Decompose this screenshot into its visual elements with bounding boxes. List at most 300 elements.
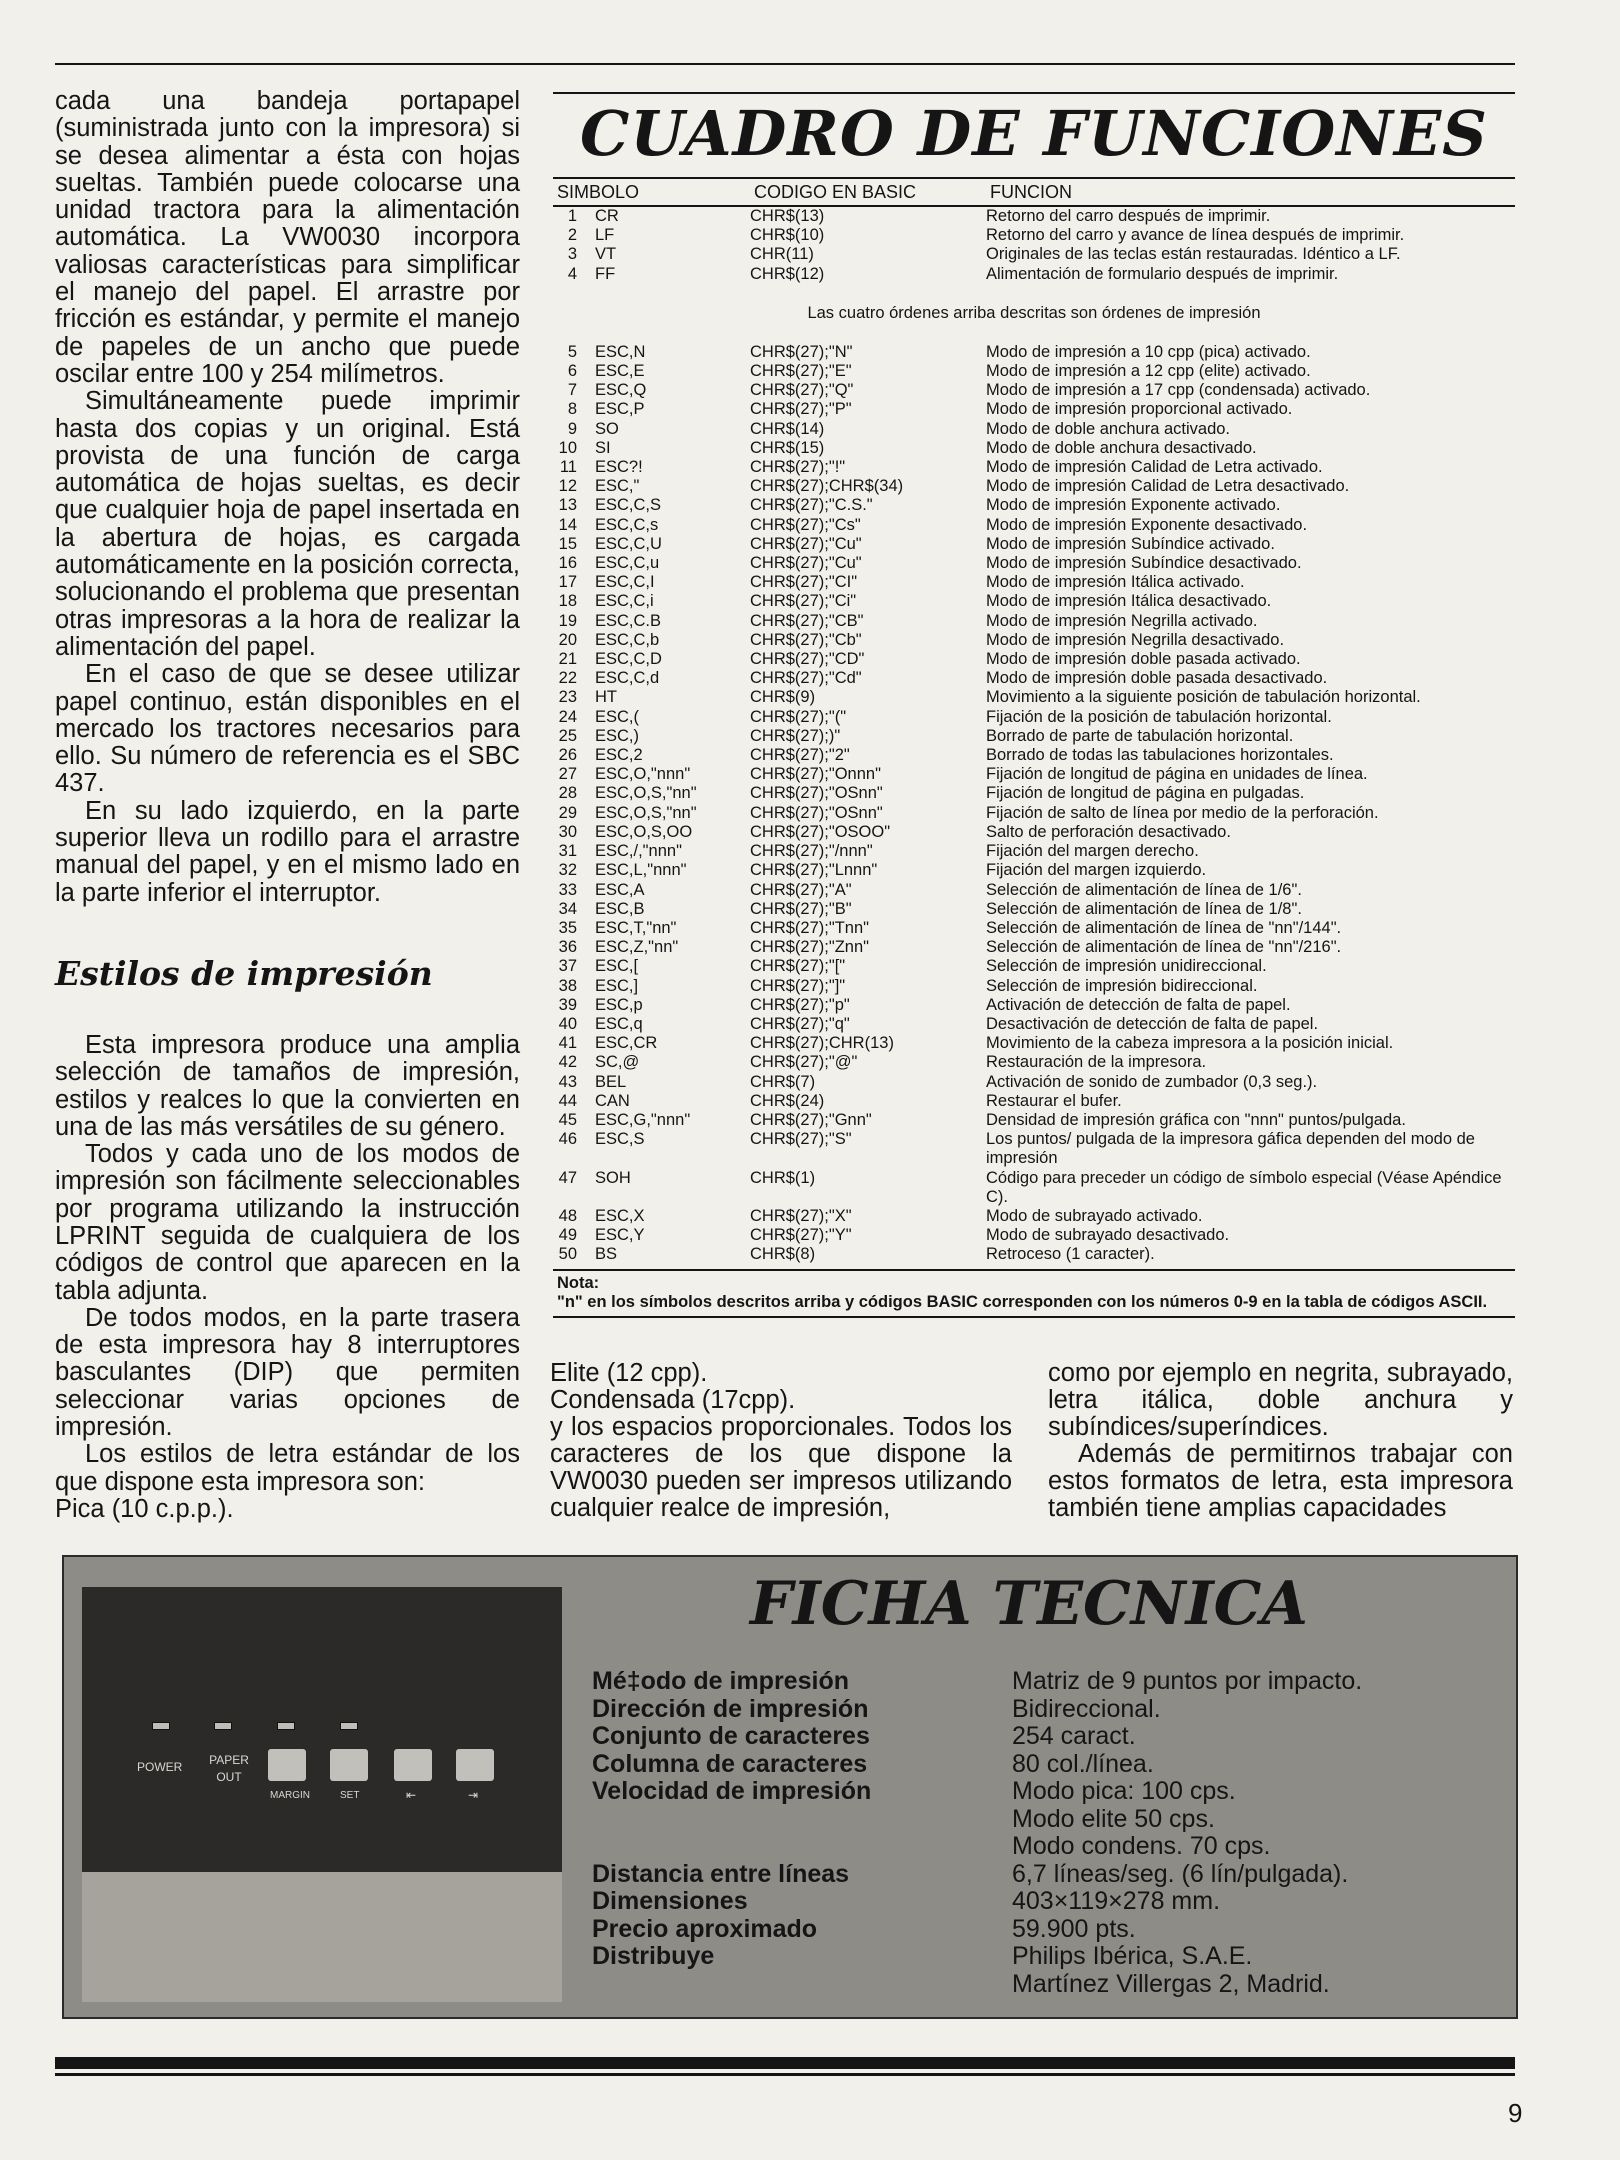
spec-value: Philips Ibérica, S.A.E. <box>1012 1942 1253 1970</box>
row-symbol: ESC,] <box>595 976 639 995</box>
row-basic-code: CHR$(27);"B" <box>750 899 852 918</box>
row-number: 10 <box>558 438 577 457</box>
row-basic-code: CHR$(27);"!" <box>750 458 846 477</box>
row-number: 31 <box>558 842 577 861</box>
row-number: 20 <box>558 630 577 649</box>
row-function: Borrado de todas las tabulaciones horizontales. <box>986 746 1334 765</box>
table-row <box>553 1034 1515 1053</box>
row-basic-code: CHR$(27);"Y" <box>750 1226 852 1245</box>
row-symbol: ESC,[ <box>595 957 639 976</box>
row-symbol: BEL <box>595 1072 627 1091</box>
row-symbol: ESC?! <box>595 458 643 477</box>
table-row <box>553 919 1515 938</box>
row-number: 48 <box>558 1206 577 1225</box>
arrow-left-icon: ⇤ <box>406 1788 417 1802</box>
row-symbol: ESC,O,S,OO <box>595 822 693 841</box>
row-symbol: ESC,q <box>595 1014 643 1033</box>
article-paragraph: Esta impresora produce una amplia selección de tamaños de impresión, estilos y realces lo que la convierten en una de las más versátiles de su género. <box>55 1030 520 1141</box>
article-line: Condensada (17cpp). <box>550 1386 796 1414</box>
row-function: Selección de alimentación de línea de 1/8". <box>986 899 1302 918</box>
spec-row <box>592 1916 1492 1944</box>
row-number: 47 <box>558 1168 577 1187</box>
row-function: Modo de impresión Calidad de Letra activado. <box>986 458 1323 477</box>
row-function: Densidad de impresión gráfica con "nnn" puntos/pulgada. <box>986 1110 1406 1129</box>
bottom-rule-thin <box>55 2073 1515 2076</box>
row-symbol: CAN <box>595 1091 630 1110</box>
article-paragraph: Pica (10 c.p.p.). <box>55 1494 234 1523</box>
panel-button <box>330 1749 368 1781</box>
row-function: Activación de detección de falta de papel. <box>986 995 1291 1014</box>
table-row <box>553 420 1515 439</box>
row-function: Alimentación de formulario después de imprimir. <box>986 264 1339 283</box>
row-basic-code: CHR$(27);"C.S." <box>750 496 873 515</box>
row-basic-code: CHR$(27);"2" <box>750 746 850 765</box>
spec-row <box>592 1751 1492 1779</box>
row-function: Modo de doble anchura activado. <box>986 419 1231 438</box>
row-function: Código para preceder un código de símbolo especial (Véase Apéndice C). <box>986 1168 1502 1206</box>
row-symbol: ESC,L,"nnn" <box>595 861 687 880</box>
function-table-box <box>553 92 1515 1318</box>
row-symbol: SO <box>595 419 619 438</box>
row-number: 22 <box>558 669 577 688</box>
table-row <box>553 977 1515 996</box>
power-label: POWER <box>137 1760 183 1774</box>
table-row <box>553 245 1515 264</box>
tech-spec-box <box>62 1555 1518 2019</box>
row-basic-code: CHR$(10) <box>750 226 825 245</box>
row-number: 21 <box>558 650 577 669</box>
row-symbol: ESC,C,i <box>595 592 654 611</box>
page-number: 9 <box>1508 2098 1523 2128</box>
row-symbol: ESC,Y <box>595 1226 645 1245</box>
row-symbol: SI <box>595 438 611 457</box>
printer-control-panel-photo <box>82 1587 562 2002</box>
row-basic-code: CHR$(27);"Ci" <box>750 592 857 611</box>
header-simbolo: SIMBOLO <box>557 182 640 202</box>
row-symbol: CR <box>595 207 619 225</box>
row-number: 29 <box>558 803 577 822</box>
row-basic-code: CHR$(27);"Cb" <box>750 630 862 649</box>
row-basic-code: CHR$(27);"OSnn" <box>750 803 883 822</box>
row-basic-code: CHR$(27);"CB" <box>750 611 864 630</box>
table-row <box>553 650 1515 669</box>
row-number: 42 <box>558 1053 577 1072</box>
row-symbol: ESC,C,I <box>595 573 655 592</box>
row-number: 50 <box>558 1245 577 1264</box>
row-function: Modo de subrayado desactivado. <box>986 1226 1230 1245</box>
table-middle-note: Las cuatro órdenes arriba descritas son órdenes de impresión <box>807 303 1261 322</box>
table-row <box>553 708 1515 727</box>
row-symbol: ESC,2 <box>595 746 643 765</box>
spec-label: Mé‡odo de impresión <box>592 1667 849 1695</box>
row-number: 43 <box>558 1072 577 1091</box>
row-basic-code: CHR$(27);"S" <box>750 1130 852 1149</box>
row-number: 37 <box>558 957 577 976</box>
section-heading: Estilos de impresión <box>55 953 433 993</box>
table-row <box>553 727 1515 746</box>
row-function: Modo de impresión Itálica desactivado. <box>986 592 1272 611</box>
row-basic-code: CHR$(27);"Cs" <box>750 515 861 534</box>
row-symbol: ESC,C,S <box>595 496 662 515</box>
right-article-column <box>1048 1360 1513 1522</box>
row-function: Fijación del margen izquierdo. <box>986 861 1207 880</box>
row-function: Fijación de longitud de página en unidades de línea. <box>986 765 1368 784</box>
row-basic-code: CHR$(27);"/nnn" <box>750 842 873 861</box>
table-row <box>553 1245 1515 1264</box>
row-number: 12 <box>558 477 577 496</box>
row-basic-code: CHR$(27);"Cu" <box>750 554 862 573</box>
row-number: 3 <box>567 245 577 264</box>
row-function: Modo de subrayado activado. <box>986 1206 1203 1225</box>
spec-value: Martínez Villergas 2, Madrid. <box>1012 1969 1330 1998</box>
row-number: 35 <box>558 918 577 937</box>
row-function: Modo de impresión doble pasada desactivado. <box>986 669 1328 688</box>
table-row <box>553 207 1515 226</box>
row-basic-code: CHR$(27);"CI" <box>750 573 858 592</box>
row-basic-code: CHR$(27);"Cd" <box>750 669 862 688</box>
table-row <box>553 1092 1515 1111</box>
spec-label: Distancia entre líneas <box>592 1859 850 1888</box>
footnote-label: Nota: <box>557 1273 600 1292</box>
table-row <box>553 861 1515 880</box>
row-number: 45 <box>558 1110 577 1129</box>
top-rule <box>55 63 1515 65</box>
spec-label: Precio aproximado <box>592 1914 818 1943</box>
table-row <box>553 842 1515 861</box>
row-function: Borrado de parte de tabulación horizontal. <box>986 726 1294 745</box>
spec-label <box>592 1971 1012 1999</box>
table-row <box>553 573 1515 592</box>
table-row <box>553 746 1515 765</box>
row-number: 30 <box>558 822 577 841</box>
article-line: Elite (12 cpp). <box>550 1359 708 1387</box>
row-function: Retorno del carro y avance de línea después de imprimir. <box>986 226 1405 245</box>
indicator-light <box>214 1722 232 1730</box>
table-row <box>553 957 1515 976</box>
row-number: 26 <box>558 746 577 765</box>
row-number: 33 <box>558 880 577 899</box>
spec-row <box>592 1806 1492 1834</box>
table-row <box>553 1111 1515 1130</box>
middle-article-column <box>550 1360 1012 1522</box>
row-function: Salto de perforación desactivado. <box>986 822 1231 841</box>
row-symbol: ESC,( <box>595 707 640 726</box>
table-row <box>553 938 1515 957</box>
table-row <box>553 554 1515 573</box>
row-symbol: ESC,p <box>595 995 643 1014</box>
row-function: Activación de sonido de zumbador (0,3 seg.). <box>986 1072 1318 1091</box>
indicator-light <box>340 1722 358 1730</box>
row-function: Retroceso (1 caracter). <box>986 1245 1155 1264</box>
article-paragraph: y los espacios proporcionales. Todos los caracteres de los que dispone la VW0030 pueden ser impresos utilizando cualquier realce de impresión, <box>550 1413 1012 1522</box>
article-paragraph: En su lado izquierdo, en la parte superior lleva un rodillo para el arrastre manual del papel, y en el mismo lado en la parte inferior el interruptor. <box>55 796 520 907</box>
row-symbol: ESC,C,d <box>595 669 660 688</box>
article-paragraph: En el caso de que se desee utilizar papel continuo, están disponibles en el mercado los tractores necesarios para ello. Su número de referencia es el SBC 437. <box>55 660 520 798</box>
article-paragraph: como por ejemplo en negrita, subrayado, letra itálica, doble anchura y subíndices/superíndices. <box>1048 1359 1513 1441</box>
spec-value: Modo elite 50 cps. <box>1012 1804 1215 1833</box>
row-number: 5 <box>567 342 577 361</box>
table-body-print-commands <box>553 207 1515 284</box>
row-basic-code: CHR$(27);)" <box>750 726 841 745</box>
row-function: Modo de impresión Exponente activado. <box>986 496 1281 515</box>
row-number: 34 <box>558 899 577 918</box>
row-number: 4 <box>567 264 577 283</box>
row-function: Fijación de la posición de tabulación horizontal. <box>986 707 1332 726</box>
row-symbol: ESC,S <box>595 1130 645 1149</box>
row-symbol: ESC,B <box>595 899 645 918</box>
row-symbol: VT <box>595 245 617 264</box>
row-basic-code: CHR$(14) <box>750 419 825 438</box>
table-row <box>553 381 1515 400</box>
row-basic-code: CHR$(8) <box>750 1245 816 1264</box>
spec-value: Bidireccional. <box>1012 1694 1161 1723</box>
row-basic-code: CHR$(27);"Tnn" <box>750 918 869 937</box>
row-number: 39 <box>558 995 577 1014</box>
row-basic-code: CHR$(27);"[" <box>750 957 846 976</box>
row-function: Modo de impresión Exponente desactivado. <box>986 515 1308 534</box>
left-article-column <box>55 88 520 1523</box>
row-number: 25 <box>558 726 577 745</box>
table-row <box>553 823 1515 842</box>
row-function: Modo de impresión Calidad de Letra desactivado. <box>986 477 1350 496</box>
table-row <box>553 1130 1515 1168</box>
article-paragraph: Además de permitirnos trabajar con estos formatos de letra, esta impresora también tiene amplias capacidades <box>1048 1440 1513 1522</box>
row-basic-code: CHR$(1) <box>750 1168 816 1187</box>
table-row <box>553 1207 1515 1226</box>
row-number: 27 <box>558 765 577 784</box>
table-row <box>553 439 1515 458</box>
spec-label: Dirección de impresión <box>592 1694 869 1723</box>
row-symbol: ESC,X <box>595 1206 645 1225</box>
row-symbol: ESC,C,D <box>595 650 662 669</box>
row-number: 19 <box>558 611 577 630</box>
row-symbol: ESC,P <box>595 400 645 419</box>
table-row <box>553 765 1515 784</box>
row-number: 13 <box>558 496 577 515</box>
spec-row <box>592 1971 1492 1999</box>
row-function: Fijación del margen derecho. <box>986 842 1199 861</box>
table-row <box>553 1015 1515 1034</box>
tech-spec-list <box>592 1668 1492 1998</box>
function-table-header <box>553 177 1515 207</box>
arrow-right-icon: ⇥ <box>468 1788 479 1802</box>
row-number: 32 <box>558 861 577 880</box>
table-row <box>553 535 1515 554</box>
spec-label <box>592 1806 1012 1834</box>
row-symbol: ESC,C.B <box>595 611 662 630</box>
spec-label: Columna de caracteres <box>592 1749 868 1778</box>
table-row <box>553 516 1515 535</box>
table-row <box>553 881 1515 900</box>
row-basic-code: CHR$(27);"Znn" <box>750 938 869 957</box>
row-function: Selección de alimentación de línea de "nn"/216". <box>986 938 1342 957</box>
row-function: Selección de impresión unidireccional. <box>986 957 1267 976</box>
row-number: 38 <box>558 976 577 995</box>
row-number: 40 <box>558 1014 577 1033</box>
set-label: SET <box>340 1790 360 1801</box>
row-symbol: ESC,O,S,"nn" <box>595 803 697 822</box>
row-symbol: ESC,G,"nnn" <box>595 1110 691 1129</box>
row-number: 7 <box>567 381 577 400</box>
row-number: 28 <box>558 784 577 803</box>
table-row <box>553 804 1515 823</box>
row-symbol: ESC,/,"nnn" <box>595 842 682 861</box>
row-function: Restaurar el bufer. <box>986 1091 1122 1110</box>
panel-button <box>268 1749 306 1781</box>
table-row <box>553 265 1515 284</box>
row-number: 24 <box>558 707 577 726</box>
row-symbol: ESC,C,s <box>595 515 659 534</box>
header-codigo: CODIGO EN BASIC <box>754 182 917 202</box>
row-symbol: ESC," <box>595 477 640 496</box>
row-number: 41 <box>558 1034 577 1053</box>
row-function: Restauración de la impresora. <box>986 1053 1207 1072</box>
row-number: 18 <box>558 592 577 611</box>
row-number: 23 <box>558 688 577 707</box>
row-number: 6 <box>567 362 577 381</box>
row-symbol: BS <box>595 1245 618 1264</box>
spec-value: Matriz de 9 puntos por impacto. <box>1012 1667 1363 1695</box>
row-symbol: ESC,Z,"nn" <box>595 938 679 957</box>
table-row <box>553 1169 1515 1207</box>
row-function: Modo de impresión doble pasada activado. <box>986 650 1301 669</box>
article-paragraph: Todos y cada uno de los modos de impresión son fácilmente seleccionables por programa utilizando la instrucción LPRINT seguida de cualquiera de los códigos de control que aparecen en la tabla adjunta. <box>55 1140 520 1305</box>
row-basic-code: CHR$(27);"Q" <box>750 381 854 400</box>
row-symbol: ESC,CR <box>595 1034 658 1053</box>
row-basic-code: CHR$(27);CHR(13) <box>750 1034 894 1053</box>
row-number: 44 <box>558 1091 577 1110</box>
table-body-escape-codes <box>553 343 1515 1265</box>
row-symbol: LF <box>595 226 615 245</box>
table-row <box>553 900 1515 919</box>
row-function: Modo de impresión a 10 cpp (pica) activado. <box>986 342 1311 361</box>
row-basic-code: CHR$(27);"P" <box>750 400 852 419</box>
printer-front-band <box>82 1872 562 2002</box>
row-symbol: ESC,O,"nnn" <box>595 765 691 784</box>
row-function: Modo de doble anchura desactivado. <box>986 438 1257 457</box>
spec-row <box>592 1888 1492 1916</box>
row-function: Modo de impresión Subíndice activado. <box>986 534 1275 553</box>
row-symbol: ESC,C,U <box>595 534 662 553</box>
spec-value: 403×119×278 mm. <box>1012 1887 1221 1915</box>
table-row <box>553 343 1515 362</box>
table-row <box>553 996 1515 1015</box>
row-symbol: ESC,C,u <box>595 554 660 573</box>
row-function: Retorno del carro después de imprimir. <box>986 207 1271 225</box>
row-symbol: ESC,O,S,"nn" <box>595 784 697 803</box>
table-row <box>553 496 1515 515</box>
table-row <box>553 362 1515 381</box>
row-symbol: FF <box>595 264 616 283</box>
row-basic-code: CHR$(27);"Onnn" <box>750 765 881 784</box>
row-basic-code: CHR$(27);"OSOO" <box>750 822 891 841</box>
row-function: Originales de las teclas están restauradas. Idéntico a LF. <box>986 245 1401 264</box>
row-function: Selección de alimentación de línea de 1/6". <box>986 880 1302 899</box>
indicator-light <box>152 1722 170 1730</box>
row-basic-code: CHR$(24) <box>750 1091 825 1110</box>
row-function: Los puntos/ pulgada de la impresora gáfica dependen del modo de impresión <box>986 1130 1475 1168</box>
table-row <box>553 784 1515 803</box>
row-number: 1 <box>567 207 577 225</box>
spec-row <box>592 1943 1492 1971</box>
table-row <box>553 669 1515 688</box>
spec-row <box>592 1861 1492 1889</box>
row-symbol: ESC,N <box>595 342 646 361</box>
spec-value: 6,7 líneas/seg. (6 lín/pulgada). <box>1012 1859 1349 1888</box>
row-basic-code: CHR$(27);"q" <box>750 1014 850 1033</box>
spec-label <box>592 1833 1012 1861</box>
spec-label: Dimensiones <box>592 1887 748 1915</box>
row-basic-code: CHR$(27);"Cu" <box>750 534 862 553</box>
row-function: Movimiento a la siguiente posición de tabulación horizontal. <box>986 688 1421 707</box>
spec-value: Modo condens. 70 cps. <box>1012 1832 1271 1860</box>
spec-label: Conjunto de caracteres <box>592 1722 870 1750</box>
article-paragraph: cada una bandeja portapapel (suministrada junto con la impresora) si se desea alimentar a ésta con hojas sueltas. También puede colocarse una unidad tractora para la alimentación automática. La VW0030 incorpora valiosas características para simplificar el manejo del papel. El arrastre por fricción es estándar, y permite el manejo de papeles de un ancho que puede oscilar entre 100 y 254 milímetros. <box>55 87 520 388</box>
row-number: 46 <box>558 1130 577 1149</box>
spec-row <box>592 1668 1492 1696</box>
row-basic-code: CHR$(7) <box>750 1072 816 1091</box>
row-symbol: SOH <box>595 1168 631 1187</box>
row-basic-code: CHR$(13) <box>750 207 825 225</box>
row-basic-code: CHR$(27);"p" <box>750 995 850 1014</box>
table-row <box>553 1073 1515 1092</box>
row-function: Desactivación de detección de falta de papel. <box>986 1014 1319 1033</box>
row-number: 15 <box>558 534 577 553</box>
row-function: Selección de alimentación de línea de "nn"/144". <box>986 918 1342 937</box>
spec-label: Distribuye <box>592 1942 715 1970</box>
table-footnote <box>553 1269 1515 1318</box>
table-row <box>553 226 1515 245</box>
indicator-light <box>277 1722 295 1730</box>
row-symbol: ESC,A <box>595 880 645 899</box>
row-function: Movimiento de la cabeza impresora a la posición inicial. <box>986 1034 1394 1053</box>
row-basic-code: CHR$(27);"CD" <box>750 650 865 669</box>
row-basic-code: CHR$(27);"OSnn" <box>750 784 883 803</box>
header-funcion: FUNCION <box>990 182 1072 202</box>
spec-row <box>592 1833 1492 1861</box>
table-row <box>553 1226 1515 1245</box>
row-number: 17 <box>558 573 577 592</box>
row-number: 14 <box>558 515 577 534</box>
spec-value: 254 caract. <box>1012 1722 1136 1750</box>
paper-out-label: PAPER OUT <box>209 1753 249 1784</box>
panel-button <box>456 1749 494 1781</box>
row-basic-code: CHR$(27);"Gnn" <box>750 1110 872 1129</box>
table-row <box>553 631 1515 650</box>
table-row <box>553 458 1515 477</box>
bottom-rule-thick <box>55 2057 1515 2069</box>
article-paragraph: Los estilos de letra estándar de los que dispone esta impresora son: <box>55 1440 520 1496</box>
row-basic-code: CHR$(27);"A" <box>750 880 852 899</box>
row-number: 16 <box>558 554 577 573</box>
row-function: Modo de impresión a 12 cpp (elite) activado. <box>986 362 1311 381</box>
spec-value: 59.900 pts. <box>1012 1914 1136 1943</box>
row-number: 2 <box>567 226 577 245</box>
row-function: Selección de impresión bidireccional. <box>986 976 1258 995</box>
spec-value: 80 col./línea. <box>1012 1749 1154 1778</box>
function-table-title: CUADRO DE FUNCIONES <box>580 97 1488 170</box>
row-basic-code: CHR$(27);CHR$(34) <box>750 477 904 496</box>
margin-label: MARGIN <box>270 1790 310 1801</box>
row-number: 11 <box>559 458 577 477</box>
table-row <box>553 400 1515 419</box>
spec-row <box>592 1778 1492 1806</box>
spec-row <box>592 1723 1492 1751</box>
row-number: 8 <box>567 400 577 419</box>
row-number: 49 <box>558 1226 577 1245</box>
panel-button <box>394 1749 432 1781</box>
row-function: Modo de impresión proporcional activado. <box>986 400 1293 419</box>
